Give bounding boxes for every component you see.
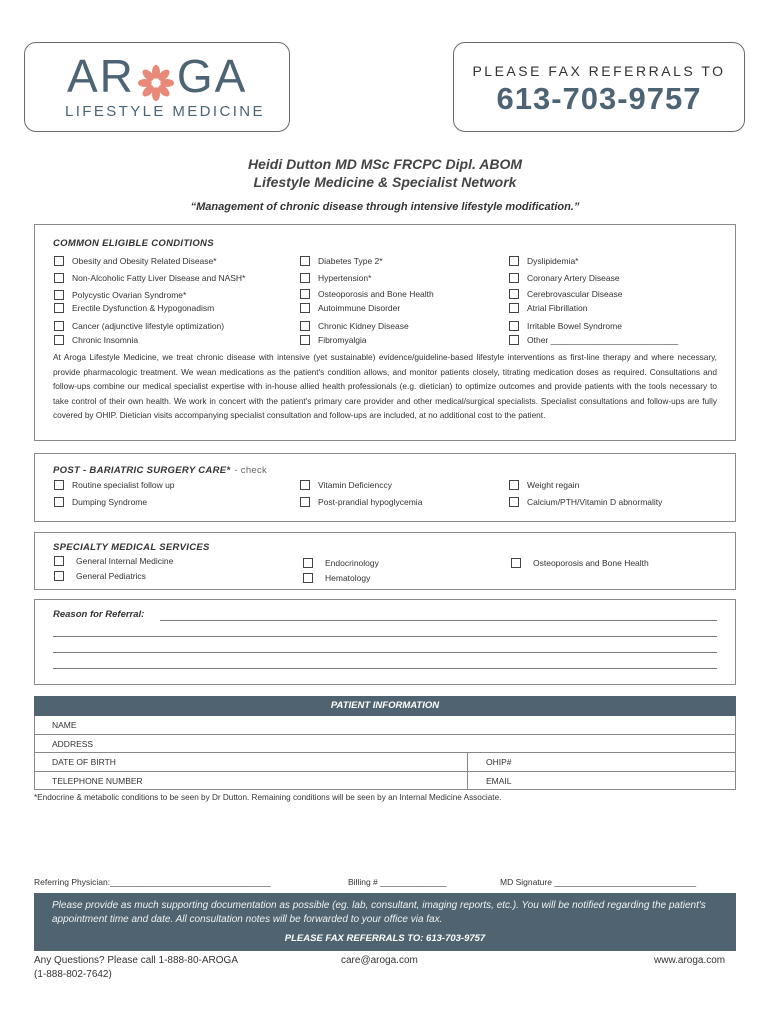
checkbox[interactable] <box>54 321 64 331</box>
condition-item[interactable]: Irritable Bowel Syndrome <box>509 321 622 331</box>
fax-label: PLEASE FAX REFERRALS TO <box>472 63 726 79</box>
email-field[interactable]: EMAIL <box>467 772 737 791</box>
contact-website[interactable]: www.aroga.com <box>654 955 726 966</box>
checkbox[interactable] <box>509 321 519 331</box>
fax-number: 613-703-9757 <box>496 81 702 116</box>
condition-item[interactable]: Chronic Insomnia <box>54 335 138 345</box>
bariatric-item[interactable]: Weight regain <box>509 480 579 490</box>
checkbox[interactable] <box>300 480 310 490</box>
checkbox[interactable] <box>509 256 519 266</box>
checkbox[interactable] <box>54 290 64 300</box>
contact-email[interactable]: care@aroga.com <box>341 955 418 966</box>
bariatric-item[interactable]: Post-prandial hypoglycemia <box>300 497 422 507</box>
specialty-item[interactable]: General Pediatrics <box>54 571 146 581</box>
logo-subtitle: LIFESTYLE MEDICINE <box>65 103 265 120</box>
condition-item[interactable]: Dyslipidemia* <box>509 256 579 266</box>
checkbox[interactable] <box>509 289 519 299</box>
checkbox[interactable] <box>511 558 521 568</box>
checkbox[interactable] <box>509 303 519 313</box>
condition-item[interactable]: Chronic Kidney Disease <box>300 321 409 331</box>
dob-field[interactable]: DATE OF BIRTH <box>52 757 116 767</box>
checkbox[interactable] <box>54 480 64 490</box>
billing-field[interactable]: Billing # ______________ <box>348 877 447 887</box>
checkbox[interactable] <box>300 289 310 299</box>
reason-line[interactable] <box>53 652 717 653</box>
checkbox[interactable] <box>509 497 519 507</box>
fax-banner <box>453 42 745 132</box>
patient-info-heading: PATIENT INFORMATION <box>34 696 736 716</box>
checkbox[interactable] <box>300 321 310 331</box>
bariatric-item[interactable]: Routine specialist follow up <box>54 480 175 490</box>
checkbox[interactable] <box>54 497 64 507</box>
condition-item[interactable]: Fibromyalgia <box>300 335 367 345</box>
table-row[interactable] <box>35 753 735 772</box>
check-note: - check <box>234 465 268 476</box>
phone-field[interactable]: TELEPHONE NUMBER <box>52 775 143 786</box>
address-field[interactable]: ADDRESS <box>52 738 94 749</box>
reason-label: Reason for Referral: <box>53 609 145 620</box>
logo-text-left: AR <box>67 50 135 102</box>
table-row[interactable] <box>35 716 735 735</box>
condition-item[interactable]: Cerebrovascular Disease <box>509 289 622 299</box>
checkbox[interactable] <box>54 556 64 566</box>
condition-item[interactable]: Hypertension* <box>300 273 371 283</box>
specialty-item[interactable]: Endocrinology <box>303 558 379 568</box>
checkbox[interactable] <box>509 335 519 345</box>
condition-item[interactable]: Autoimmune Disorder <box>300 303 400 313</box>
ohip-field[interactable]: OHIP# <box>467 753 737 772</box>
patient-info-table <box>34 716 736 790</box>
logo <box>24 42 290 132</box>
reason-line[interactable] <box>53 636 717 637</box>
checkbox[interactable] <box>300 303 310 313</box>
table-row[interactable] <box>35 772 735 791</box>
condition-item[interactable]: Atrial Fibrillation <box>509 303 587 313</box>
bariatric-item[interactable]: Vitamin Deficienccy <box>300 480 392 490</box>
table-row[interactable] <box>35 735 735 754</box>
condition-item[interactable]: Coronary Artery Disease <box>509 273 620 283</box>
condition-item[interactable]: Polycystic Ovarian Syndrome* <box>54 290 186 300</box>
bariatric-heading: POST - BARIATRIC SURGERY CARE* - check <box>53 465 268 476</box>
notice-box <box>34 893 736 951</box>
flower-icon <box>137 59 175 97</box>
condition-item[interactable]: Cancer (adjunctive lifestyle optimization) <box>54 321 224 331</box>
referring-physician-field[interactable]: Referring Physician:__________________________________ <box>34 877 271 887</box>
condition-item[interactable]: Other ___________________________ <box>509 335 678 345</box>
checkbox[interactable] <box>54 273 64 283</box>
description-paragraph: At Aroga Lifestyle Medicine, we treat chronic disease with intensive (yet sustainable) evidence/guideline-based lifestyle interventions as first-line therapy and where necessary, provide pharmacologic treatment. We wean medications as the patient's condition allows, and monitor patients closely, titrating medication doses as required. Consultations and follow-ups combine our medical specialist expertise with in-house allied health professionals (e.g. dietician) to optimize outcomes and provide patients with the tools necessary to take control of their own health. We work in concert with the patient's primary care provider and other medical/surgical specialists. Specialist consultations and follow-ups are fully covered by OHIP. Dietician visits accompanying specialist consultation and follow-ups are included, at no additional cost to the patient. <box>53 352 717 421</box>
doctor-name: Heidi Dutton MD MSc FRCPC Dipl. ABOM <box>247 156 523 172</box>
footnote: *Endocrine & metabolic conditions to be seen by Dr Dutton. Remaining conditions will be seen by an Internal Medicine Associate. <box>34 793 502 802</box>
notice-text: Please provide as much supporting documentation as possible (eg. lab, consultant, imaging reports, etc.). You will be notified regarding the patient's appointment time and date. All consultation notes will be forwarded to your office via fax. <box>52 900 706 925</box>
name-field[interactable]: NAME <box>52 720 77 730</box>
md-signature-field[interactable]: MD Signature ______________________________ <box>500 877 697 887</box>
condition-item[interactable]: Osteoporosis and Bone Health <box>300 289 434 299</box>
checkbox[interactable] <box>509 480 519 490</box>
reason-line[interactable] <box>53 668 717 669</box>
specialty-item[interactable]: Hematology <box>303 573 370 583</box>
specialty-heading: SPECIALTY MEDICAL SERVICES <box>53 542 210 553</box>
logo-text-right: GA <box>176 50 248 102</box>
checkbox[interactable] <box>54 256 64 266</box>
condition-item[interactable]: Obesity and Obesity Related Disease* <box>54 256 217 266</box>
checkbox[interactable] <box>300 497 310 507</box>
specialty-item[interactable]: General Internal Medicine <box>54 556 173 566</box>
condition-item[interactable]: Non-Alcoholic Fatty Liver Disease and NASH* <box>54 273 245 283</box>
bariatric-item[interactable]: Calcium/PTH/Vitamin D abnormality <box>509 497 662 507</box>
tagline: “Management of chronic disease through intensive lifestyle modification.” <box>190 201 580 213</box>
checkbox[interactable] <box>303 573 313 583</box>
specialty-item[interactable]: Osteoporosis and Bone Health <box>511 558 649 568</box>
condition-item[interactable]: Erectile Dysfunction & Hypogonadism <box>54 303 214 313</box>
network-title: Lifestyle Medicine & Specialist Network <box>253 174 517 190</box>
contact-phone: Any Questions? Please call 1-888-80-AROGA (1-888-802-7642) <box>34 955 238 980</box>
checkbox[interactable] <box>300 335 310 345</box>
notice-fax: PLEASE FAX REFERRALS TO: 613-703-9757 <box>284 933 486 944</box>
checkbox[interactable] <box>300 256 310 266</box>
common-conditions-heading: COMMON ELIGIBLE CONDITIONS <box>53 238 214 249</box>
checkbox[interactable] <box>54 303 64 313</box>
checkbox[interactable] <box>303 558 313 568</box>
checkbox[interactable] <box>300 273 310 283</box>
checkbox[interactable] <box>54 571 64 581</box>
checkbox[interactable] <box>54 335 64 345</box>
checkbox[interactable] <box>509 273 519 283</box>
logo-wordmark <box>67 49 247 103</box>
reason-line[interactable] <box>160 620 717 621</box>
condition-item[interactable]: Diabetes Type 2* <box>300 256 383 266</box>
bariatric-item[interactable]: Dumping Syndrome <box>54 497 147 507</box>
